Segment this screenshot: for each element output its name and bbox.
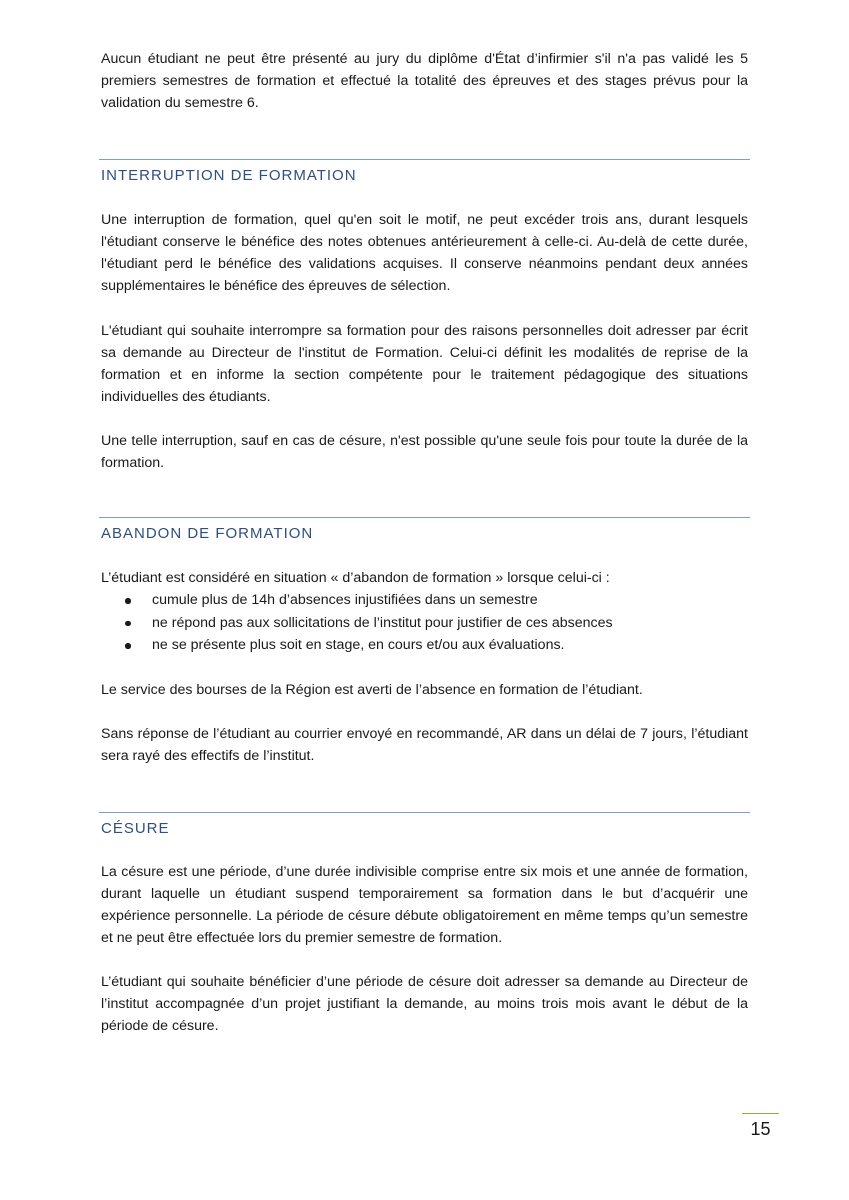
abandon-heading: ABANDON DE FORMATION [101,525,314,542]
list-item-text: ne se présente plus soit en stage, en cours et/ou aux évaluations. [152,637,565,653]
interruption-para-3-block [101,430,748,474]
page-number-accent-rule [742,1113,779,1114]
interruption-paragraph: Une interruption de formation, quel qu'en soit le motif, ne peut excéder trois ans, durant lesquels l'étudiant conserve le bénéfice des notes obtenues antérieurement à celle-ci. Au-delà de cette durée, l'étudiant perd le bénéfice des validations acquises. Il conserve néanmoins pendant deux années supplémentaires le bénéfice des épreuves de sélection. [101,212,748,294]
intro-paragraph: Aucun étudiant ne peut être présenté au jury du diplôme d'État d’infirmier s'il n'a pas validé les 5 premiers semestres de formation et effectué la totalité des épreuves et des stages prévus pour la validation du semestre 6. [101,51,748,111]
section-divider [99,812,750,813]
cesure-paragraph: L’étudiant qui souhaite bénéficier d’une période de césure doit adresser sa demande au Directeur de l’institut accompagnée d’un projet justifiant la demande, au moins trois mois avant le début de la période de césure. [101,974,748,1034]
bullet-icon [125,643,131,649]
section-divider [99,517,750,518]
cesure-para-1-block [101,861,748,949]
section-divider [99,159,750,160]
interruption-para-2-block [101,320,748,408]
interruption-heading: INTERRUPTION DE FORMATION [101,167,357,184]
abandon-paragraph: Sans réponse de l’étudiant au courrier envoyé en recommandé, AR dans un délai de 7 jours, l’étudiant sera rayé des effectifs de l’institut. [101,726,748,764]
cesure-paragraph: La césure est une période, d’une durée indivisible comprise entre six mois et une année de formation, durant laquelle un étudiant suspend temporairement sa formation dans le but d’acquérir une expérience personnelle. La période de césure débute obligatoirement en même temps qu’un semestre et ne peut être effectuée lors du premier semestre de formation. [101,864,748,946]
interruption-paragraph: L'étudiant qui souhaite interrompre sa formation pour des raisons personnelles doit adresser par écrit sa demande au Directeur de l'institut de Formation. Celui-ci définit les modalités de reprise de la formation et en informe la section compétente pour le traitement pédagogique des situations individuelles des étudiants. [101,323,748,405]
interruption-section-header [99,159,750,186]
cesure-para-2-block [101,971,748,1037]
interruption-paragraph: Une telle interruption, sauf en cas de césure, n'est possible qu'une seule fois pour toute la durée de la formation. [101,433,748,471]
intro-block [101,48,748,114]
cesure-heading: CÉSURE [101,820,170,837]
abandon-para-1-block [101,679,748,701]
page-number: 15 [750,1119,771,1139]
list-item-text: ne répond pas aux sollicitations de l’institut pour justifier de ces absences [152,614,613,631]
bullet-icon [125,621,131,627]
abandon-intro-block [101,567,748,657]
list-item [101,634,748,657]
list-item [101,612,748,635]
abandon-paragraph: Le service des bourses de la Région est averti de l’absence en formation de l’étudiant. [101,682,643,698]
cesure-section-header [99,812,750,839]
abandon-intro: L’étudiant est considéré en situation « d’abandon de formation » lorsque celui-ci : [101,570,610,586]
list-item-text: cumule plus de 14h d’absences injustifiées dans un semestre [152,592,538,608]
abandon-bullet-list [101,589,748,657]
bullet-icon [125,598,131,604]
list-item [101,589,748,612]
abandon-section-header [99,517,750,544]
interruption-para-1-block [101,209,748,297]
abandon-para-2-block [101,723,748,767]
